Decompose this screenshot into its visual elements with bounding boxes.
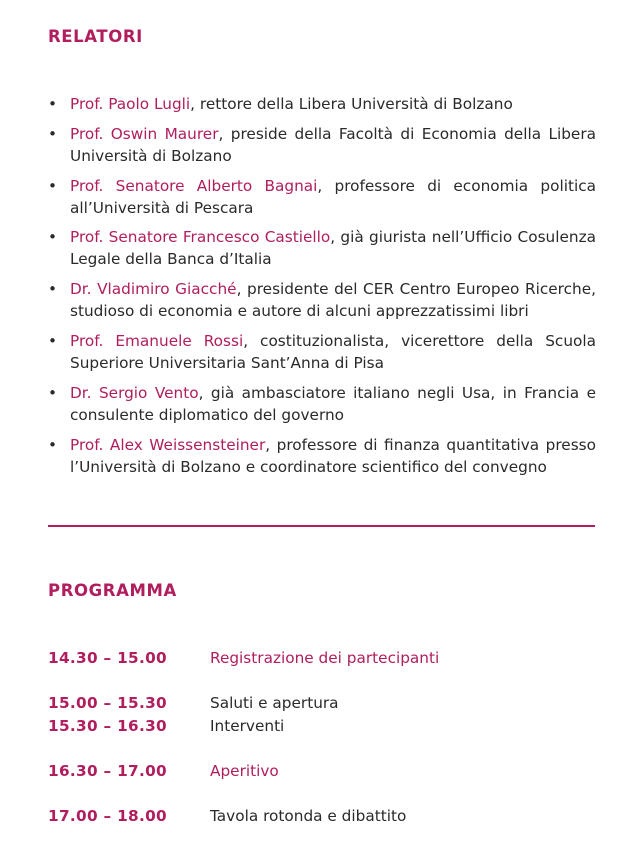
list-item [48, 382, 596, 426]
list-item [48, 93, 596, 115]
section-divider [48, 525, 595, 527]
speaker-description: , già giurista nell’Ufficio Cosulenza Legale della Banca d’Italia [70, 228, 596, 269]
bullet-icon: • [48, 95, 58, 113]
speaker-name: Prof. Alex Weissensteiner [70, 435, 266, 454]
speaker-description: , costituzionalista, vicerettore della Scuola Superiore Universitaria Sant’Anna di Pisa [70, 331, 596, 372]
bullet-icon: • [48, 228, 58, 247]
speaker-description: , professore di finanza quantitativa presso l’Università di Bolzano e coordinatore scientifico del convegno [70, 435, 596, 476]
program-event: Interventi [210, 717, 285, 735]
bullet-icon: • [48, 383, 58, 402]
speaker-description: , professore di economia politica all’Università di Pescara [70, 176, 596, 217]
list-item [48, 330, 596, 374]
speaker-name: Prof. Oswin Maurer [70, 124, 219, 143]
list-item [48, 123, 596, 167]
relatori-heading: RELATORI [48, 27, 143, 46]
program-time: 14.30 – 15.00 [48, 649, 167, 667]
speaker-name: Prof. Senatore Francesco Castiello [70, 228, 331, 247]
speaker-name: Prof. Senatore Alberto Bagnai [70, 176, 318, 195]
bullet-icon: • [48, 176, 58, 195]
list-item [48, 175, 596, 219]
speaker-name: Prof. Paolo Lugli [70, 95, 191, 113]
speaker-description: , preside della Facoltà di Economia della Libera Università di Bolzano [70, 124, 596, 165]
list-item [48, 278, 596, 322]
program-event: Saluti e apertura [210, 694, 339, 712]
list-item [48, 434, 596, 478]
speaker-description: , rettore della Libera Università di Bolzano [190, 95, 513, 113]
speaker-name: Prof. Emanuele Rossi [70, 331, 244, 350]
bullet-icon: • [48, 331, 58, 350]
speaker-description: , presidente del CER Centro Europeo Ricerche, studioso di economia e autore di alcuni apprezzatissimi libri [70, 280, 596, 321]
bullet-icon: • [48, 280, 58, 299]
programma-heading: PROGRAMMA [48, 581, 177, 600]
program-time: 17.00 – 18.00 [48, 807, 167, 825]
speaker-description: , già ambasciatore italiano negli Usa, in Francia e consulente diplomatico del governo [70, 383, 596, 424]
bullet-icon: • [48, 435, 58, 454]
program-event: Tavola rotonda e dibattito [210, 807, 407, 825]
speaker-name: Dr. Sergio Vento [70, 383, 199, 402]
speaker-name: Dr. Vladimiro Giacché [70, 280, 237, 299]
program-time: 15.00 – 15.30 [48, 694, 167, 712]
program-event: Aperitivo [210, 762, 279, 780]
program-time: 15.30 – 16.30 [48, 717, 167, 735]
bullet-icon: • [48, 124, 58, 143]
program-time: 16.30 – 17.00 [48, 762, 167, 780]
program-event: Registrazione dei partecipanti [210, 649, 440, 667]
speaker-list [48, 93, 596, 485]
list-item [48, 226, 596, 270]
